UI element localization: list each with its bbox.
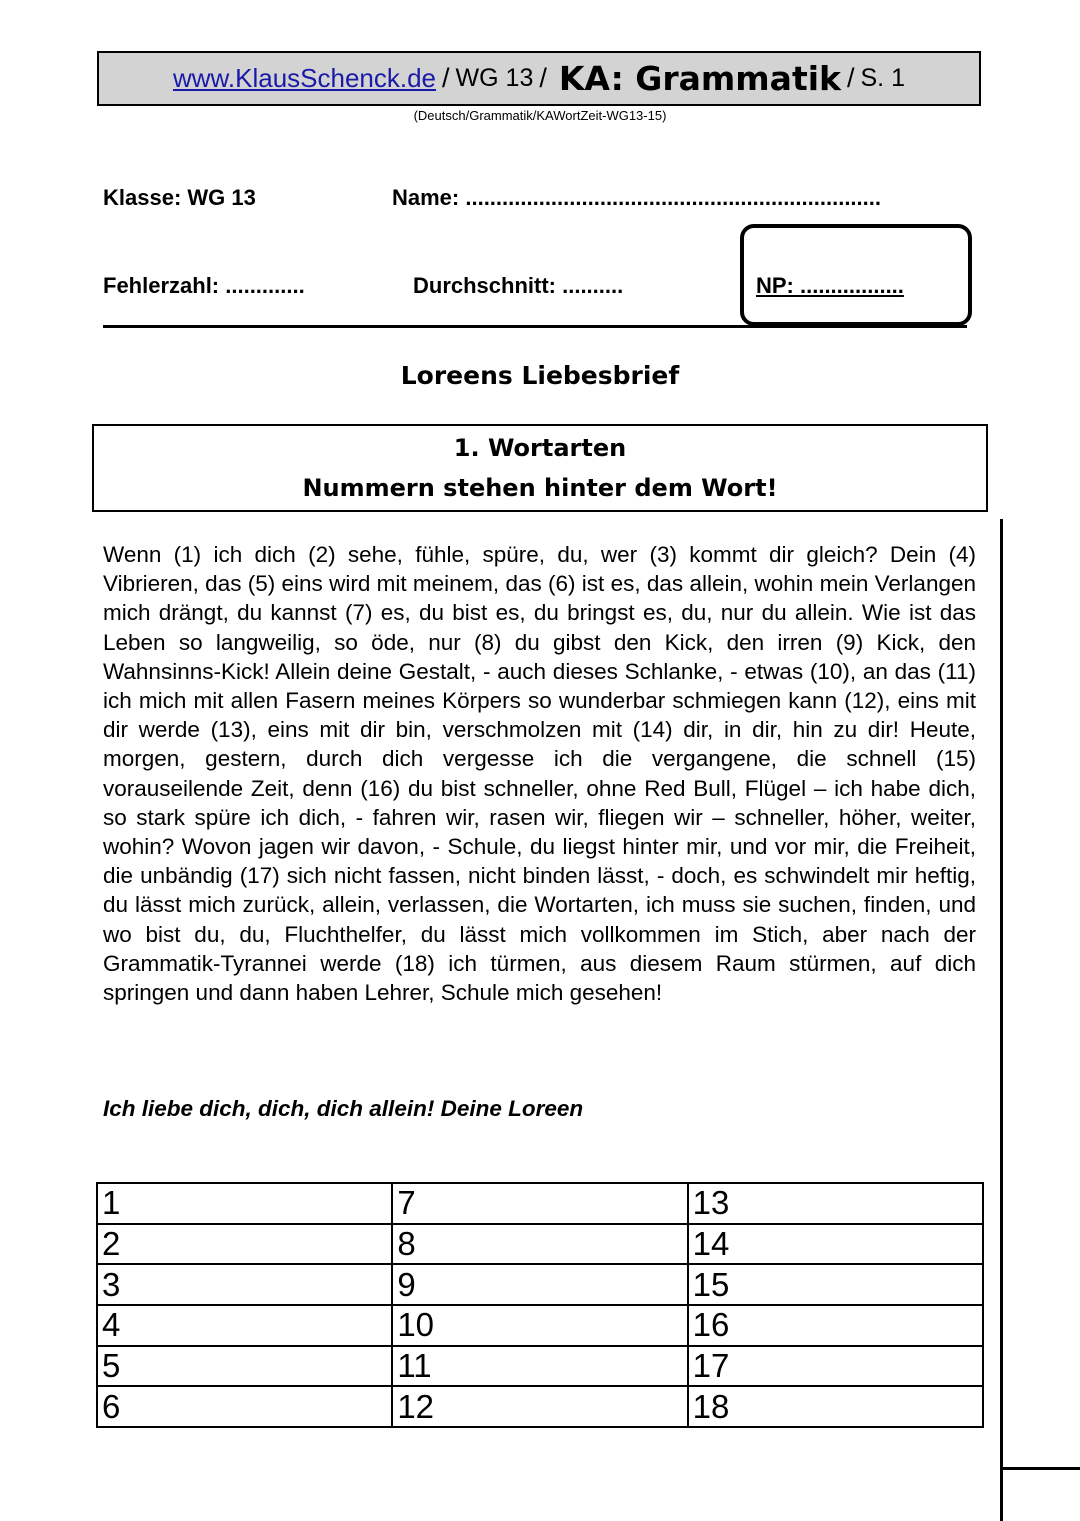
answer-cell[interactable]: 10 [392, 1305, 687, 1346]
document-path: (Deutsch/Grammatik/KAWortZeit-WG13-15) [413, 108, 667, 123]
exam-title: KA: Grammatik [558, 59, 841, 98]
answer-cell[interactable]: 14 [688, 1224, 983, 1265]
table-row [97, 1264, 983, 1305]
klasse-label: Klasse: WG 13 [103, 185, 256, 210]
answer-cell[interactable]: 7 [392, 1183, 687, 1224]
answer-cell[interactable]: 17 [688, 1346, 983, 1387]
fehlerzahl-field[interactable]: Fehlerzahl: ............. [103, 273, 305, 298]
header-separator: / [539, 63, 547, 93]
answer-cell[interactable]: 3 [97, 1264, 392, 1305]
page-number: S. 1 [860, 64, 905, 92]
answer-cell[interactable]: 2 [97, 1224, 392, 1265]
header-bar [97, 51, 981, 106]
answer-cell[interactable]: 6 [97, 1386, 392, 1427]
answer-table [96, 1182, 984, 1428]
name-field[interactable]: Name: .................................................................... [392, 185, 881, 210]
letter-text: Wenn (1) ich dich (2) sehe, fühle, spüre, du, wer (3) kommt dir gleich? Dein (4) Vibrieren, das (5) eins wird mit meinem, das (6) ist es, das allein, wohin mein Verlangen mich drängt, du kannst (7) es, du bist es, du bringst es, du, nur du allein. Wie ist das Leben so langweilig, so öde, nur (8) du gibst den Kick, den irren (9) Kick, den Wahnsinns-Kick! Allein deine Gestalt, - auch dieses Schlanke, - etwas (10), an das (11) ich mich mit allen Fasern meines Körpers so wunderbar schmiegen kann (12), eins mit dir werde (13), eins mit dir bin, verschmolzen mit (14) dir, in dir, hin zu dir! Heute, morgen, gestern, durch dich vergesse ich die vergangene, die schnell (15) vorauseilende Zeit, denn (16) du bist schneller, ohne Red Bull, Flügel – ich habe dich, so stark spüre ich dich, - fahren wir, rasen wir, fliegen wir – schneller, höher, weiter, wohin? Wovon jagen wir davon, - Schule, du liegst hinter mir, und vor mir, die Freiheit, die unbändig (17) sich nicht fassen, nicht binden lässt, - doch, es schwindelt mir heftig, du lässt mich zurück, allein, verlassen, die Wortarten, ich muss sie suchen, finden, und wo bist du, du, Fluchthelfer, du lässt mich vollkommen im Stich, aber nach der Grammatik-Tyrannei werde (18) ich türmen, aus diesem Raum stürmen, auf dich springen und dann haben Lehrer, Schule mich gesehen! [103, 542, 976, 1006]
answer-cell[interactable]: 1 [97, 1183, 392, 1224]
task-heading: 1. Wortarten [453, 434, 627, 462]
answer-cell[interactable]: 18 [688, 1386, 983, 1427]
table-row [97, 1183, 983, 1224]
class-code: WG 13 [455, 64, 534, 92]
answer-cell[interactable]: 12 [392, 1386, 687, 1427]
answer-cell[interactable]: 5 [97, 1346, 392, 1387]
table-row [97, 1305, 983, 1346]
answer-cell[interactable]: 15 [688, 1264, 983, 1305]
np-field[interactable]: NP: ................. [756, 273, 904, 298]
answer-cell[interactable]: 11 [392, 1346, 687, 1387]
answer-cell[interactable]: 16 [688, 1305, 983, 1346]
page-title: Loreens Liebesbrief [400, 361, 680, 390]
task-instruction: Nummern stehen hinter dem Wort! [302, 474, 778, 502]
answer-cell[interactable]: 9 [392, 1264, 687, 1305]
table-row [97, 1386, 983, 1427]
table-row [97, 1224, 983, 1265]
task-box [92, 424, 988, 512]
website-link[interactable]: www.KlausSchenck.de [173, 63, 437, 93]
durchschnitt-field[interactable]: Durchschnitt: .......... [413, 273, 624, 298]
margin-line [1000, 519, 1003, 1521]
table-row [97, 1346, 983, 1387]
answer-cell[interactable]: 8 [392, 1224, 687, 1265]
margin-tick [1000, 1467, 1080, 1470]
divider [103, 325, 967, 328]
header-separator: / [846, 63, 855, 93]
letter-closing: Ich liebe dich, dich, dich allein! Deine Loreen [103, 1096, 584, 1121]
answer-cell[interactable]: 13 [688, 1183, 983, 1224]
header-separator: / [442, 63, 450, 93]
answer-cell[interactable]: 4 [97, 1305, 392, 1346]
